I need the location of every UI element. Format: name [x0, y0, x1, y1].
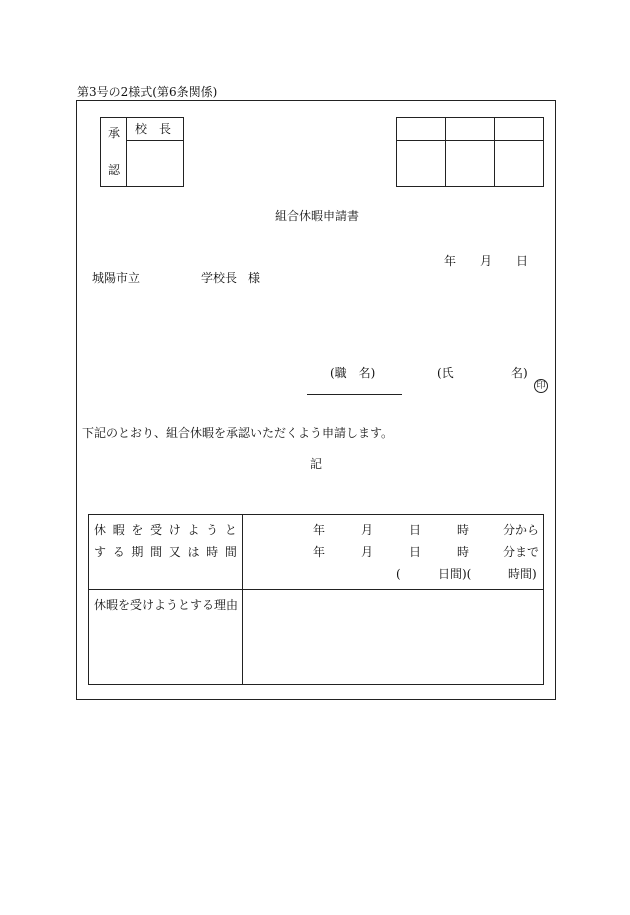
name-label-close: 名) — [511, 366, 528, 380]
reason-field[interactable] — [250, 598, 538, 678]
date-year: 年 — [444, 254, 457, 268]
to-year: 年 — [313, 545, 326, 559]
request-text: 下記のとおり、組合休暇を承認いただくよう申請します。 — [82, 426, 394, 440]
period-label-line1: 休 暇 を 受 け よ う と — [94, 523, 237, 537]
from-hour: 時 — [457, 523, 470, 537]
position-underline — [307, 394, 402, 395]
date-day: 日 — [516, 254, 529, 268]
date-month: 月 — [480, 254, 493, 268]
document-title: 組合休暇申請書 — [275, 209, 360, 223]
position-label: (職 名) — [330, 366, 376, 380]
to-hour: 時 — [457, 545, 470, 559]
from-month: 月 — [361, 523, 374, 537]
duration-hours: 時間) — [508, 567, 537, 581]
ki-label: 記 — [310, 457, 323, 471]
reason-label: 休暇を受けようとする理由 — [94, 598, 239, 612]
principal-stamp-field[interactable] — [127, 141, 183, 186]
duration-days: 日間)( — [438, 567, 472, 581]
stamp-cell-3[interactable] — [495, 141, 543, 186]
seal-mark: 印 — [534, 379, 548, 393]
period-label-line2: す る 期 間 又 は 時 間 — [94, 545, 237, 559]
name-label-open: (氏 — [437, 366, 454, 380]
addressee-city: 城陽市立 — [92, 271, 141, 285]
stamp-cell-1[interactable] — [397, 141, 445, 186]
from-day: 日 — [409, 523, 422, 537]
principal-stamp-label: 校 長 — [135, 122, 172, 136]
to-day: 日 — [409, 545, 422, 559]
duration-open: ( — [396, 567, 401, 581]
stamp-cell-2[interactable] — [446, 141, 494, 186]
addressee-honorific: 様 — [248, 271, 261, 285]
from-minute: 分から — [503, 523, 540, 537]
to-minute: 分まで — [503, 545, 540, 559]
approval-label-bottom: 認 — [108, 163, 121, 177]
from-year: 年 — [313, 523, 326, 537]
to-month: 月 — [361, 545, 374, 559]
form-number: 第3号の2様式(第6条関係) — [77, 85, 218, 99]
approval-label-top: 承 — [108, 126, 121, 140]
addressee-principal: 学校長 — [201, 271, 238, 285]
